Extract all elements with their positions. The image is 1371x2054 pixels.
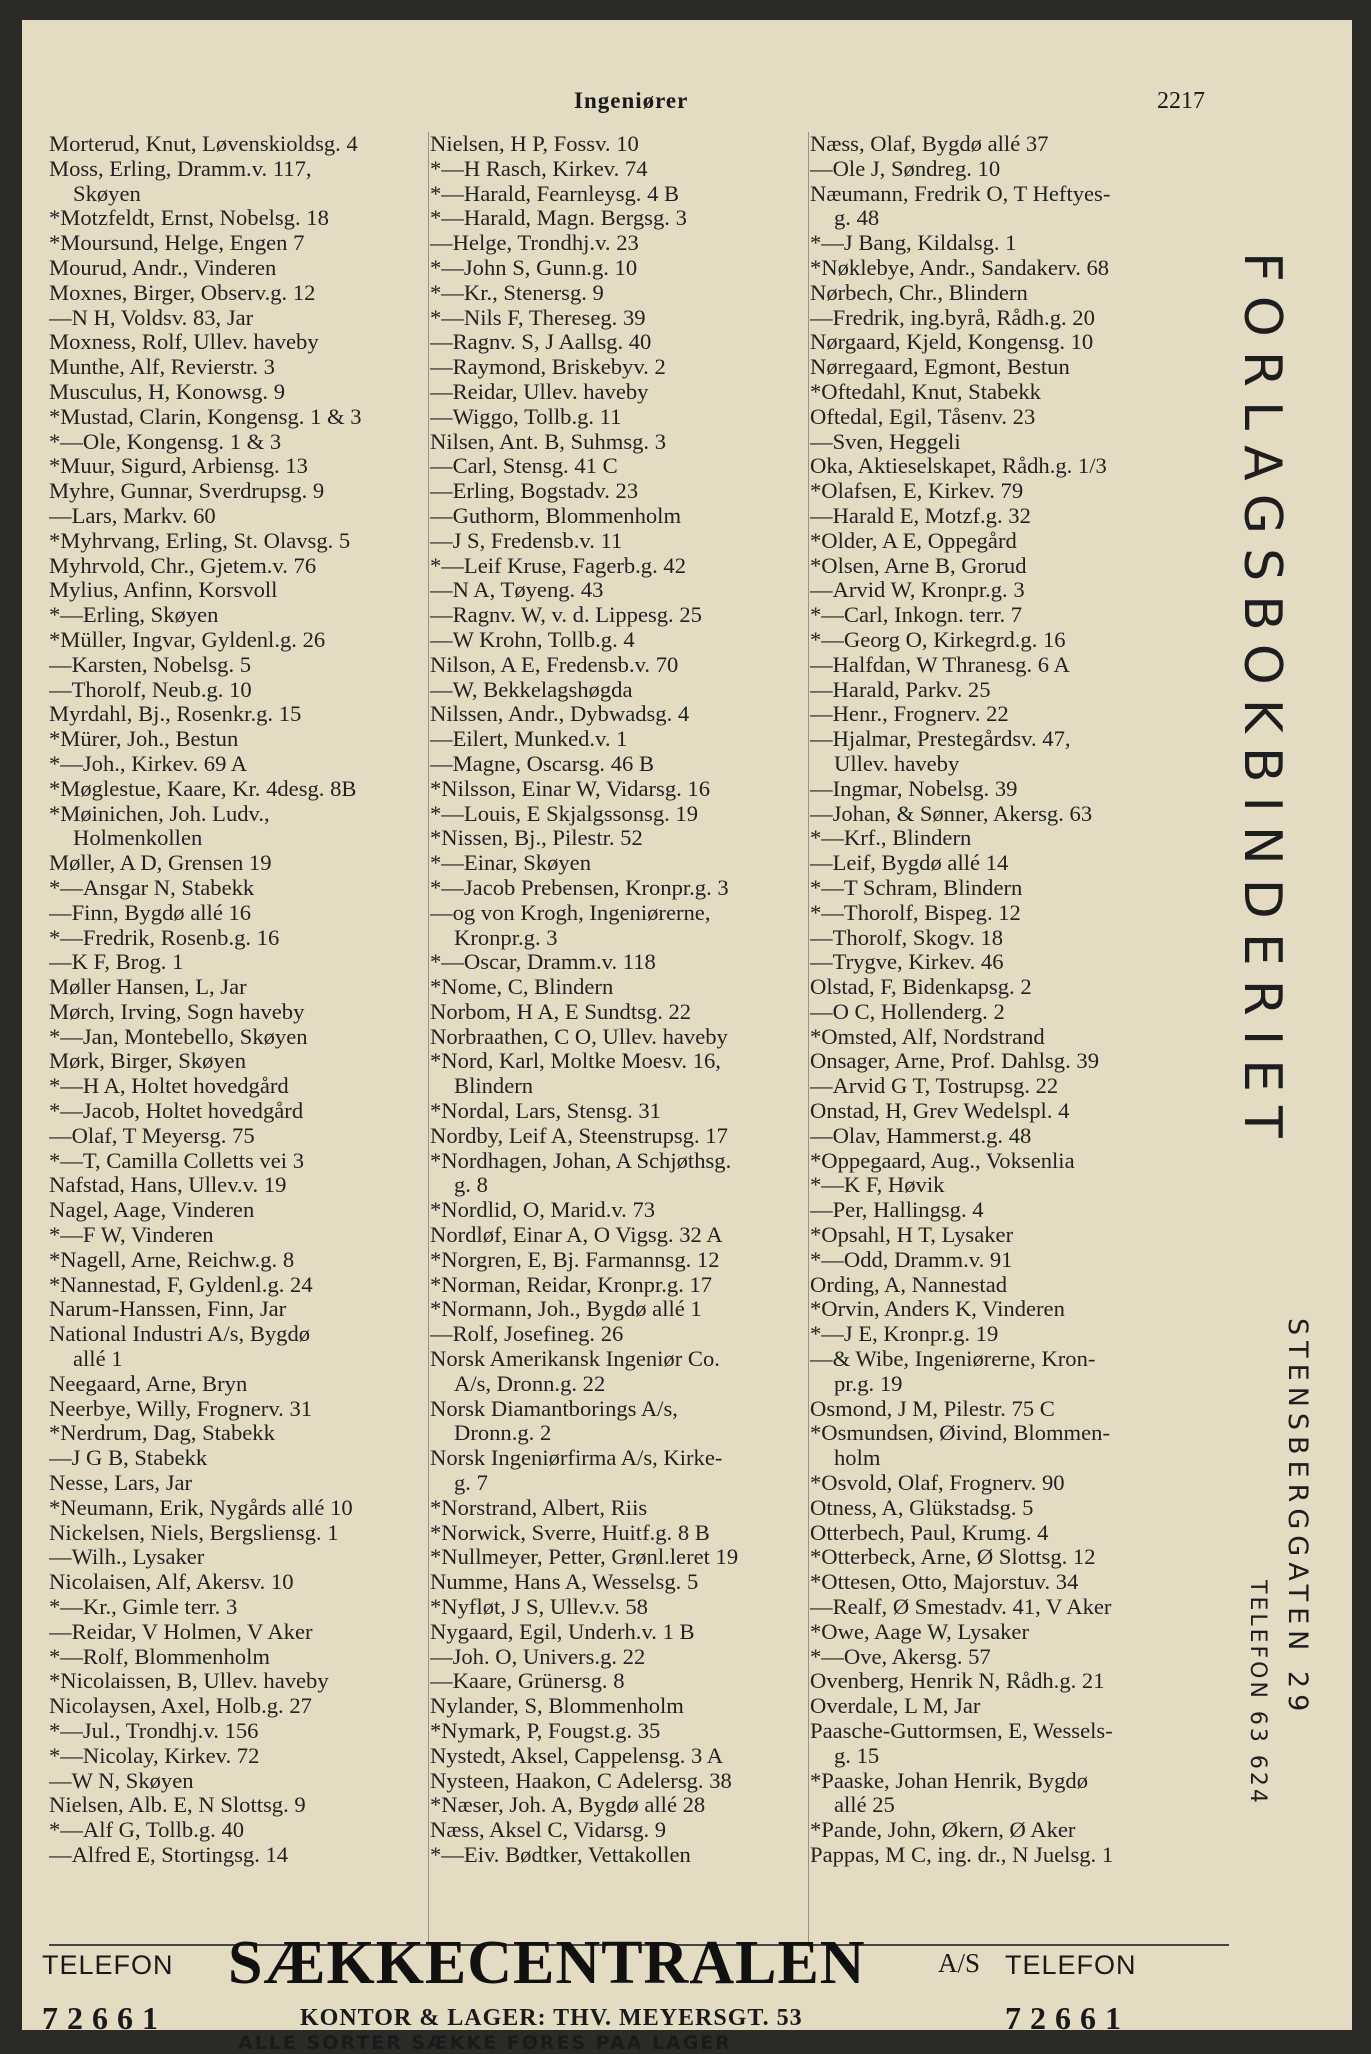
- advert-number-right: 72661: [1005, 2000, 1130, 2036]
- directory-entry: Nylander, S, Blommenholm: [430, 1694, 684, 1719]
- entry-continuation: Skøyen: [73, 181, 141, 206]
- directory-entry: Nysteen, Haakon, C Adelersg. 38: [430, 1768, 732, 1793]
- directory-entry: Munthe, Alf, Revierstr. 3: [49, 355, 275, 380]
- directory-entry: *—Einar, Skøyen: [430, 851, 591, 876]
- entry-continuation: A/s, Dronn.g. 22: [454, 1371, 606, 1396]
- directory-entry: Mørch, Irving, Sogn haveby: [49, 999, 305, 1024]
- entry-continuation: Kronpr.g. 3: [454, 925, 558, 950]
- directory-entry: —Per, Hallingsg. 4: [810, 1198, 984, 1223]
- directory-entry: Møller, A D, Grensen 19: [49, 851, 272, 876]
- directory-entry: Numme, Hans A, Wesselsg. 5: [430, 1570, 699, 1595]
- directory-entry: Narum-Hanssen, Finn, Jar: [49, 1297, 287, 1322]
- directory-entry: *Neumann, Erik, Nygårds allé 10: [49, 1495, 353, 1520]
- directory-entry: *—Eiv. Bødtker, Vettakollen: [430, 1842, 691, 1867]
- directory-entry: —O C, Hollenderg. 2: [810, 999, 1005, 1024]
- entry-continuation: allé 1: [73, 1347, 123, 1372]
- directory-entry: *—T, Camilla Colletts vei 3: [49, 1148, 304, 1173]
- directory-entry: *Müller, Ingvar, Gyldenl.g. 26: [49, 627, 326, 652]
- directory-entry: —N A, Tøyeng. 43: [430, 578, 604, 603]
- directory-entry: —Ole J, Søndreg. 10: [810, 156, 1001, 181]
- directory-entry: *Olsen, Arne B, Grorud: [810, 553, 1027, 578]
- directory-entry: —Realf, Ø Smestadv. 41, V Aker: [810, 1595, 1112, 1620]
- directory-entry: Næumann, Fredrik O, T Heftyes-: [810, 181, 1111, 206]
- directory-entry: —og von Krogh, Ingeniørerne,: [430, 900, 711, 925]
- directory-entry: —Guthorm, Blommenholm: [430, 503, 682, 528]
- directory-entry: —Arvid W, Kronpr.g. 3: [810, 578, 1025, 603]
- directory-entry: Næss, Aksel C, Vidarsg. 9: [430, 1818, 667, 1843]
- directory-entry: *Nissen, Bj., Pilestr. 52: [430, 826, 643, 851]
- directory-entry: —Olaf, T Meyersg. 75: [49, 1123, 255, 1148]
- directory-entry: —Fredrik, ing.byrå, Rådh.g. 20: [810, 305, 1095, 330]
- directory-entry: *Paaske, Johan Henrik, Bygdø: [810, 1768, 1088, 1793]
- directory-entry: *Mürer, Joh., Bestun: [49, 727, 239, 752]
- directory-entry: —Leif, Bygdø allé 14: [810, 851, 1009, 876]
- directory-entry: —Ragnv. S, J Aallsg. 40: [430, 330, 652, 355]
- directory-entry: —Helge, Trondhj.v. 23: [430, 231, 639, 256]
- side-advert-street: STENSBERGGATEN 29: [1282, 1318, 1313, 1718]
- column-divider: [428, 132, 429, 1947]
- directory-entry: —Magne, Oscarsg. 46 B: [430, 751, 655, 776]
- directory-entry: *—F W, Vinderen: [49, 1223, 214, 1248]
- directory-entry: Nickelsen, Niels, Bergsliensg. 1: [49, 1520, 339, 1545]
- directory-entry: Nilssen, Andr., Dybwadsg. 4: [430, 702, 690, 727]
- directory-entry: *—H Rasch, Kirkev. 74: [430, 156, 648, 181]
- directory-entry: *Nerdrum, Dag, Stabekk: [49, 1421, 275, 1446]
- directory-entry: —Finn, Bygdø allé 16: [49, 900, 252, 925]
- directory-entry: *—Kr., Stenersg. 9: [430, 280, 604, 305]
- directory-entry: *Owe, Aage W, Lysaker: [810, 1619, 1029, 1644]
- directory-entry: Oftedal, Egil, Tåsenv. 23: [810, 404, 1036, 429]
- directory-entry: National Industri A/s, Bygdø: [49, 1322, 311, 1347]
- directory-entry: *—Alf G, Tollb.g. 40: [49, 1818, 245, 1843]
- directory-entry: *—T Schram, Blindern: [810, 875, 1023, 900]
- directory-entry: *—Ansgar N, Stabekk: [49, 875, 255, 900]
- directory-entry: —Erling, Bogstadv. 23: [430, 479, 639, 504]
- directory-entry: *Nagell, Arne, Reichw.g. 8: [49, 1247, 295, 1272]
- directory-entry: —Kaare, Grünersg. 8: [430, 1669, 625, 1694]
- directory-entry: —Ingmar, Nobelsg. 39: [810, 776, 1018, 801]
- advert-telefon-right: TELEFON: [1005, 1950, 1137, 1980]
- directory-entry: —Harald, Parkv. 25: [810, 677, 991, 702]
- directory-entry: *—Louis, E Skjalgssonsg. 19: [430, 801, 699, 826]
- directory-entry: *—Joh., Kirkev. 69 A: [49, 751, 248, 776]
- directory-entry: *Norgren, E, Bj. Farmannsg. 12: [430, 1247, 720, 1272]
- directory-entry: Nørgaard, Kjeld, Kongensg. 10: [810, 330, 1094, 355]
- directory-entry: —Carl, Stensg. 41 C: [430, 454, 618, 479]
- directory-entry: *—Erling, Skøyen: [49, 603, 219, 628]
- directory-entry: Nesse, Lars, Jar: [49, 1471, 193, 1496]
- directory-entry: Nystedt, Aksel, Cappelensg. 3 A: [430, 1743, 724, 1768]
- side-advert-phone: TELEFON 63 624: [1245, 1580, 1270, 1806]
- directory-entry: Myhrvold, Chr., Gjetem.v. 76: [49, 553, 317, 578]
- directory-entry: *Norman, Reidar, Kronpr.g. 17: [430, 1272, 713, 1297]
- directory-entry: *Opsahl, H T, Lysaker: [810, 1223, 1014, 1248]
- advert-company-suffix: A/S: [938, 1948, 981, 1978]
- directory-entry: *Nullmeyer, Petter, Grønl.leret 19: [430, 1545, 739, 1570]
- directory-entry: Oka, Aktieselskapet, Rådh.g. 1/3: [810, 454, 1107, 479]
- directory-column-2: [430, 132, 822, 1868]
- directory-entry: Mylius, Anfinn, Korsvoll: [49, 578, 278, 603]
- directory-entry: Norbraathen, C O, Ullev. haveby: [430, 1024, 728, 1049]
- directory-entry: Næss, Olaf, Bygdø allé 37: [810, 132, 1049, 156]
- directory-entry: *Oppegaard, Aug., Voksenlia: [810, 1148, 1075, 1173]
- directory-entry: *Møinichen, Joh. Ludv.,: [49, 801, 270, 826]
- directory-entry: Nordby, Leif A, Steenstrupsg. 17: [430, 1123, 728, 1148]
- directory-entry: —W Krohn, Tollb.g. 4: [430, 627, 635, 652]
- directory-entry: *Nord, Karl, Moltke Moesv. 16,: [430, 1049, 721, 1074]
- directory-entry: *Næser, Joh. A, Bygdø allé 28: [430, 1793, 706, 1818]
- directory-entry: *—Jacob, Holtet hovedgård: [49, 1099, 304, 1124]
- directory-entry: Møller Hansen, L, Jar: [49, 975, 247, 1000]
- directory-entry: —Thorolf, Neub.g. 10: [49, 677, 252, 702]
- directory-entry: *—Georg O, Kirkegrd.g. 16: [810, 627, 1066, 652]
- directory-entry: *—Jacob Prebensen, Kronpr.g. 3: [430, 875, 729, 900]
- directory-entry: Morterud, Knut, Løvenskioldsg. 4: [49, 132, 358, 156]
- directory-entry: *Nilsson, Einar W, Vidarsg. 16: [430, 776, 711, 801]
- directory-entry: *Norstrand, Albert, Riis: [430, 1495, 648, 1520]
- advert-number-left: 72661: [42, 2000, 167, 2036]
- directory-entry: *Otterbeck, Arne, Ø Slottsg. 12: [810, 1545, 1096, 1570]
- entry-continuation: g. 8: [454, 1173, 488, 1198]
- directory-entry: *Muur, Sigurd, Arbiensg. 13: [49, 454, 308, 479]
- directory-entry: *—Harald, Fearnleysg. 4 B: [430, 181, 680, 206]
- directory-entry: —Eilert, Munked.v. 1: [430, 727, 628, 752]
- directory-entry: —Arvid G T, Tostrupsg. 22: [810, 1074, 1059, 1099]
- directory-entry: *Nannestad, F, Gyldenl.g. 24: [49, 1272, 313, 1297]
- directory-entry: *Older, A E, Oppegård: [810, 528, 1017, 553]
- directory-entry: —W, Bekkelagshøgda: [430, 677, 633, 702]
- directory-entry: Musculus, H, Konowsg. 9: [49, 379, 285, 404]
- directory-column-1: [49, 132, 447, 1868]
- directory-entry: —Reidar, V Holmen, V Aker: [49, 1619, 313, 1644]
- directory-entry: —Karsten, Nobelsg. 5: [49, 652, 252, 677]
- entry-continuation: Dronn.g. 2: [454, 1421, 552, 1446]
- directory-page: [22, 20, 1352, 2030]
- directory-entry: *Osmundsen, Øivind, Blommen-: [810, 1421, 1110, 1446]
- directory-entry: Mourud, Andr., Vinderen: [49, 255, 277, 280]
- directory-entry: —K F, Brog. 1: [49, 950, 184, 975]
- directory-entry: —Olav, Hammerst.g. 48: [810, 1123, 1032, 1148]
- directory-entry: Nilsen, Ant. B, Suhmsg. 3: [430, 429, 667, 454]
- directory-entry: Nagel, Aage, Vinderen: [49, 1198, 255, 1223]
- directory-entry: Myrdahl, Bj., Rosenkr.g. 15: [49, 702, 302, 727]
- directory-entry: *Nyfløt, J S, Ullev.v. 58: [430, 1595, 648, 1620]
- advert-company-name: SÆKKECENTRALEN: [228, 1929, 866, 1997]
- directory-entry: —Thorolf, Skogv. 18: [810, 925, 1004, 950]
- directory-entry: *Myhrvang, Erling, St. Olavsg. 5: [49, 528, 351, 553]
- directory-entry: Ording, A, Nannestad: [810, 1272, 1008, 1297]
- directory-entry: —Sven, Heggeli: [810, 429, 961, 454]
- directory-entry: *Osvold, Olaf, Frognerv. 90: [810, 1471, 1065, 1496]
- directory-entry: Otness, A, Glükstadsg. 5: [810, 1495, 1034, 1520]
- directory-entry: —W N, Skøyen: [49, 1768, 194, 1793]
- directory-entry: Nørbech, Chr., Blindern: [810, 280, 1028, 305]
- directory-entry: Nicolaisen, Alf, Akersv. 10: [49, 1570, 294, 1595]
- directory-entry: *—Nicolay, Kirkev. 72: [49, 1743, 260, 1768]
- directory-entry: *—J Bang, Kildalsg. 1: [810, 231, 1017, 256]
- directory-entry: *Nordal, Lars, Stensg. 31: [430, 1099, 661, 1124]
- directory-entry: Nafstad, Hans, Ullev.v. 19: [49, 1173, 287, 1198]
- directory-entry: *—K F, Høvik: [810, 1173, 945, 1198]
- directory-entry: *Nøklebye, Andr., Sandakerv. 68: [810, 255, 1110, 280]
- directory-entry: —J G B, Stabekk: [49, 1446, 208, 1471]
- directory-entry: Norsk Amerikansk Ingeniør Co.: [430, 1347, 720, 1372]
- advert-tagline: ALLE SORTER SÆKKE FØRES PAA LAGER: [238, 2032, 732, 2054]
- directory-entry: *Mustad, Clarin, Kongensg. 1 & 3: [49, 404, 362, 429]
- directory-entry: Norbom, H A, E Sundtsg. 22: [430, 999, 692, 1024]
- directory-entry: *Ottesen, Otto, Majorstuv. 34: [810, 1570, 1079, 1595]
- directory-entry: —Henr., Frognerv. 22: [810, 702, 1009, 727]
- page-number: 2217: [1157, 88, 1205, 114]
- directory-entry: *—John S, Gunn.g. 10: [430, 255, 638, 280]
- directory-entry: *—Harald, Magn. Bergsg. 3: [430, 206, 687, 231]
- side-advert-publisher: FORLAGSBOKBINDERIET: [1232, 252, 1292, 1152]
- directory-entry: —Halfdan, W Thranesg. 6 A: [810, 652, 1070, 677]
- directory-entry: Moss, Erling, Dramm.v. 117,: [49, 156, 312, 181]
- directory-entry: *Nordhagen, Johan, A Schjøthsg.: [430, 1148, 732, 1173]
- directory-entry: Onstad, H, Grev Wedelspl. 4: [810, 1099, 1070, 1124]
- directory-entry: Nygaard, Egil, Underh.v. 1 B: [430, 1619, 695, 1644]
- directory-entry: —Alfred E, Stortingsg. 14: [49, 1842, 289, 1867]
- directory-entry: —& Wibe, Ingeniørerne, Kron-: [810, 1347, 1096, 1372]
- directory-entry: —Hjalmar, Prestegårdsv. 47,: [810, 727, 1071, 752]
- directory-entry: Pappas, M C, ing. dr., N Juelsg. 1: [810, 1842, 1114, 1867]
- directory-entry: Overdale, L M, Jar: [810, 1694, 981, 1719]
- directory-column-3: [810, 132, 1220, 1868]
- entry-continuation: g. 7: [454, 1471, 488, 1496]
- entry-continuation: g. 15: [834, 1743, 880, 1768]
- directory-entry: —Lars, Markv. 60: [49, 503, 216, 528]
- directory-entry: Nilson, A E, Fredensb.v. 70: [430, 652, 679, 677]
- directory-entry: Moxnes, Birger, Observ.g. 12: [49, 280, 316, 305]
- directory-entry: Ovenberg, Henrik N, Rådh.g. 21: [810, 1669, 1105, 1694]
- directory-entry: Nielsen, H P, Fossv. 10: [430, 132, 639, 156]
- directory-entry: *Nordlid, O, Marid.v. 73: [430, 1198, 656, 1223]
- entry-continuation: pr.g. 19: [834, 1371, 903, 1396]
- directory-entry: —Harald E, Motzf.g. 32: [810, 503, 1031, 528]
- directory-entry: *—Jul., Trondhj.v. 156: [49, 1719, 259, 1743]
- advert-address: KONTOR & LAGER: THV. MEYERSGT. 53: [300, 2005, 803, 2031]
- directory-entry: *Norwick, Sverre, Huitf.g. 8 B: [430, 1520, 710, 1545]
- entry-continuation: Blindern: [454, 1074, 534, 1099]
- directory-entry: Neerbye, Willy, Frognerv. 31: [49, 1396, 313, 1421]
- page-header: [22, 82, 1222, 122]
- column-divider: [808, 132, 809, 1947]
- entry-continuation: Holmenkollen: [73, 826, 203, 851]
- directory-entry: Mørk, Birger, Skøyen: [49, 1049, 246, 1074]
- directory-entry: —Ragnv. W, v. d. Lippesg. 25: [430, 603, 702, 628]
- directory-entry: —Wiggo, Tollb.g. 11: [430, 404, 622, 429]
- directory-entry: —Reidar, Ullev. haveby: [430, 379, 649, 404]
- directory-entry: —Johan, & Sønner, Akersg. 63: [810, 801, 1093, 826]
- directory-entry: *Pande, John, Økern, Ø Aker: [810, 1818, 1076, 1843]
- directory-entry: *—Kr., Gimle terr. 3: [49, 1595, 238, 1620]
- entry-continuation: g. 48: [834, 206, 880, 231]
- directory-entry: —Joh. O, Univers.g. 22: [430, 1644, 646, 1669]
- directory-entry: *Motzfeldt, Ernst, Nobelsg. 18: [49, 206, 329, 231]
- directory-entry: *—Fredrik, Rosenb.g. 16: [49, 925, 280, 950]
- directory-entry: *—Ove, Akersg. 57: [810, 1644, 991, 1669]
- directory-entry: *Omsted, Alf, Nordstrand: [810, 1024, 1045, 1049]
- directory-entry: Norsk Ingeniørfirma A/s, Kirke-: [430, 1446, 723, 1471]
- directory-entry: *—Thorolf, Bispeg. 12: [810, 900, 1021, 925]
- directory-entry: Olstad, F, Bidenkapsg. 2: [810, 975, 1032, 1000]
- directory-entry: —Wilh., Lysaker: [49, 1545, 205, 1570]
- directory-entry: Nicolaysen, Axel, Holb.g. 27: [49, 1694, 312, 1719]
- directory-entry: Moxness, Rolf, Ullev. haveby: [49, 330, 319, 355]
- directory-entry: Nørregaard, Egmont, Bestun: [810, 355, 1070, 380]
- directory-entry: —N H, Voldsv. 83, Jar: [49, 305, 254, 330]
- entry-continuation: holm: [834, 1446, 881, 1471]
- directory-entry: *—Carl, Inkogn. terr. 7: [810, 603, 1023, 628]
- directory-entry: *—Oscar, Dramm.v. 118: [430, 950, 656, 975]
- entry-continuation: allé 25: [834, 1793, 895, 1818]
- directory-entry: Nielsen, Alb. E, N Slottsg. 9: [49, 1793, 306, 1818]
- directory-entry: —Rolf, Josefineg. 26: [430, 1322, 624, 1347]
- directory-entry: Nordløf, Einar A, O Vigsg. 32 A: [430, 1223, 723, 1248]
- directory-entry: *—Jan, Montebello, Skøyen: [49, 1024, 308, 1049]
- directory-entry: *—H A, Holtet hovedgård: [49, 1074, 289, 1099]
- directory-entry: *Oftedahl, Knut, Stabekk: [810, 379, 1041, 404]
- directory-entry: *—Krf., Blindern: [810, 826, 972, 851]
- advert-telefon-left: TELEFON: [42, 1950, 174, 1980]
- directory-entry: *Nicolaissen, B, Ullev. haveby: [49, 1669, 329, 1694]
- directory-entry: Norsk Diamantborings A/s,: [430, 1396, 678, 1421]
- directory-entry: *—Leif Kruse, Fagerb.g. 42: [430, 553, 686, 578]
- directory-entry: —J S, Fredensb.v. 11: [430, 528, 623, 553]
- directory-entry: *Orvin, Anders K, Vinderen: [810, 1297, 1065, 1322]
- directory-entry: Paasche-Guttormsen, E, Wessels-: [810, 1719, 1113, 1743]
- directory-entry: Otterbech, Paul, Krumg. 4: [810, 1520, 1049, 1545]
- section-title: Ingeniører: [574, 88, 689, 113]
- directory-entry: Onsager, Arne, Prof. Dahlsg. 39: [810, 1049, 1099, 1074]
- directory-entry: *—Nils F, Thereseg. 39: [430, 305, 646, 330]
- entry-continuation: Ullev. haveby: [834, 751, 960, 776]
- directory-entry: *Nome, C, Blindern: [430, 975, 614, 1000]
- directory-entry: —Trygve, Kirkev. 46: [810, 950, 1004, 975]
- directory-entry: Neegaard, Arne, Bryn: [49, 1371, 248, 1396]
- directory-entry: *—J E, Kronpr.g. 19: [810, 1322, 999, 1347]
- directory-entry: *—Rolf, Blommenholm: [49, 1644, 270, 1669]
- directory-entry: *Moursund, Helge, Engen 7: [49, 231, 305, 256]
- directory-entry: Myhre, Gunnar, Sverdrupsg. 9: [49, 479, 325, 504]
- directory-entry: *Nymark, P, Fougst.g. 35: [430, 1719, 661, 1743]
- directory-entry: —Raymond, Briskebyv. 2: [430, 355, 666, 380]
- directory-entry: *Normann, Joh., Bygdø allé 1: [430, 1297, 702, 1322]
- directory-entry: *Olafsen, E, Kirkev. 79: [810, 479, 1024, 504]
- directory-entry: *Møglestue, Kaare, Kr. 4desg. 8B: [49, 776, 357, 801]
- directory-entry: *—Odd, Dramm.v. 91: [810, 1247, 1013, 1272]
- directory-entry: *—Ole, Kongensg. 1 & 3: [49, 429, 282, 454]
- directory-entry: Osmond, J M, Pilestr. 75 C: [810, 1396, 1055, 1421]
